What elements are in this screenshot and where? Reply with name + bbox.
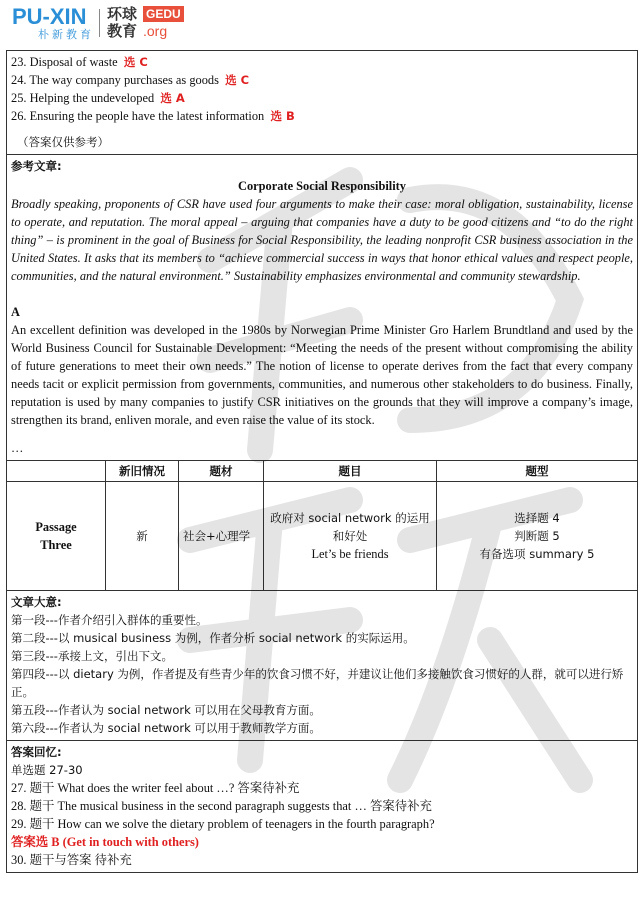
answer-line: 26. Ensuring the people have the latest information 选 B <box>11 109 295 123</box>
recall-heading: 答案回忆: <box>11 744 62 759</box>
title-cn: 政府对 social network 的运用和好处 <box>270 510 430 543</box>
table-header-cell: 新旧情况 <box>106 461 179 482</box>
puxin-logo-subtitle: 朴新教育 <box>38 28 94 41</box>
recall-section <box>7 741 637 872</box>
table-header-row <box>7 461 637 482</box>
reference-heading: 参考文章: <box>11 159 62 173</box>
table-header-cell <box>7 461 106 482</box>
page-header <box>0 0 644 46</box>
recall-type-line: 单选题 27-30 <box>11 762 83 777</box>
type-line: 判断题 5 <box>514 528 560 543</box>
table-header-cell: 题型 <box>437 461 638 482</box>
document-frame <box>6 50 638 873</box>
passage-info-section <box>7 461 637 591</box>
table-header-cell: 题材 <box>179 461 264 482</box>
reference-section <box>7 155 637 461</box>
type-line: 有备选项 summary 5 <box>479 546 595 561</box>
gedu-logo-org: .org <box>143 23 168 39</box>
summary-line: 第五段---作者认为 social network 可以用在父母教育方面。 <box>11 702 321 717</box>
summary-heading: 文章大意: <box>11 594 62 609</box>
article-title: Corporate Social Responsibility <box>238 179 406 193</box>
gedu-logo-box: GEDU <box>143 6 184 22</box>
topic-cell: 社会+心理学 <box>179 482 264 590</box>
recall-answer-29: 答案选 B (Get in touch with others) <box>11 834 199 849</box>
summary-line: 第一段---作者介绍引入群体的重要性。 <box>11 612 208 627</box>
puxin-logo <box>12 6 94 41</box>
status-cell: 新 <box>106 482 179 590</box>
summary-line: 第六段---作者认为 social network 可以用于教师教学方面。 <box>11 720 321 735</box>
section-label: A <box>11 305 20 319</box>
summary-line: 第三段---承接上文，引出下文。 <box>11 648 173 663</box>
article-intro-paragraph: Broadly speaking, proponents of CSR have used four arguments to make their case: moral obligation, sustainability, license to operate, and reputation. The moral appeal – arguing that companies have a duty to be good citizens and “to do the right thing” – is prominent in the goal of Business for Social Responsibility, the leading nonprofit CSR business association in the United States. It asks that its members to “achieve commercial success in ways that honor ethical values and respect people, communities, and the natural environment.” Sustainability emphasizes environmental and community stewardship. <box>11 197 633 283</box>
answers-note: （答案仅供参考） <box>17 135 109 149</box>
passage-label: Passage Three <box>7 482 106 590</box>
title-en: Let’s be friends <box>311 546 389 561</box>
recall-item: 27. 题干 What does the writer feel about …? 答案待补充 <box>11 780 300 795</box>
types-cell <box>437 482 638 590</box>
logo-divider <box>99 9 100 37</box>
summary-line: 第四段---以 dietary 为例，作者提及有些青少年的饮食习惯不好，并建议让他们多接触饮食习惯好的人群，就可以进行矫正。 <box>11 666 624 699</box>
gedu-logo-cn-top: 环球 <box>107 5 138 23</box>
summary-line: 第二段---以 musical business 为例，作者分析 social network 的实际运用。 <box>11 630 415 645</box>
gedu-logo-cn-bottom: 教育 <box>107 22 138 40</box>
passage-info-table <box>7 461 637 590</box>
article-ellipsis: … <box>11 441 24 455</box>
recall-item: 29. 题干 How can we solve the dietary problem of teenagers in the fourth paragraph? <box>11 816 435 831</box>
answer-line: 24. The way company purchases as goods 选 C <box>11 73 250 87</box>
table-header-cell: 题目 <box>264 461 437 482</box>
table-row <box>7 482 637 590</box>
puxin-logo-word: PU-XIN <box>12 4 87 29</box>
article-paragraph-a: An excellent definition was developed in the 1980s by Norwegian Prime Minister Gro Harlem Brundtland and used by the World Business Council for Sustainable Development: “Meeting the needs of the present without compromising the ability of future generations to meet their own needs.” The notion of license to operate derives from the fact that every company needs tacit or explicit permission from governments, communities, and numerous other stakeholders to do business. Finally, reputation is used by many companies to justify CSR initiatives on the grounds that they will improve a company’s image, strengthen its brand, enliven morale, and even raise the value of its stock. <box>11 323 633 427</box>
recall-item: 28. 题干 The musical business in the second paragraph suggests that … 答案待补充 <box>11 798 432 813</box>
title-cell <box>264 482 437 590</box>
answer-line: 25. Helping the undeveloped 选 A <box>11 91 185 105</box>
answer-line: 23. Disposal of waste 选 C <box>11 55 148 69</box>
summary-section <box>7 591 637 741</box>
answers-section <box>7 51 637 155</box>
type-line: 选择题 4 <box>514 510 560 525</box>
recall-item: 30. 题干与答案 待补充 <box>11 852 132 867</box>
gedu-logo <box>107 5 181 40</box>
